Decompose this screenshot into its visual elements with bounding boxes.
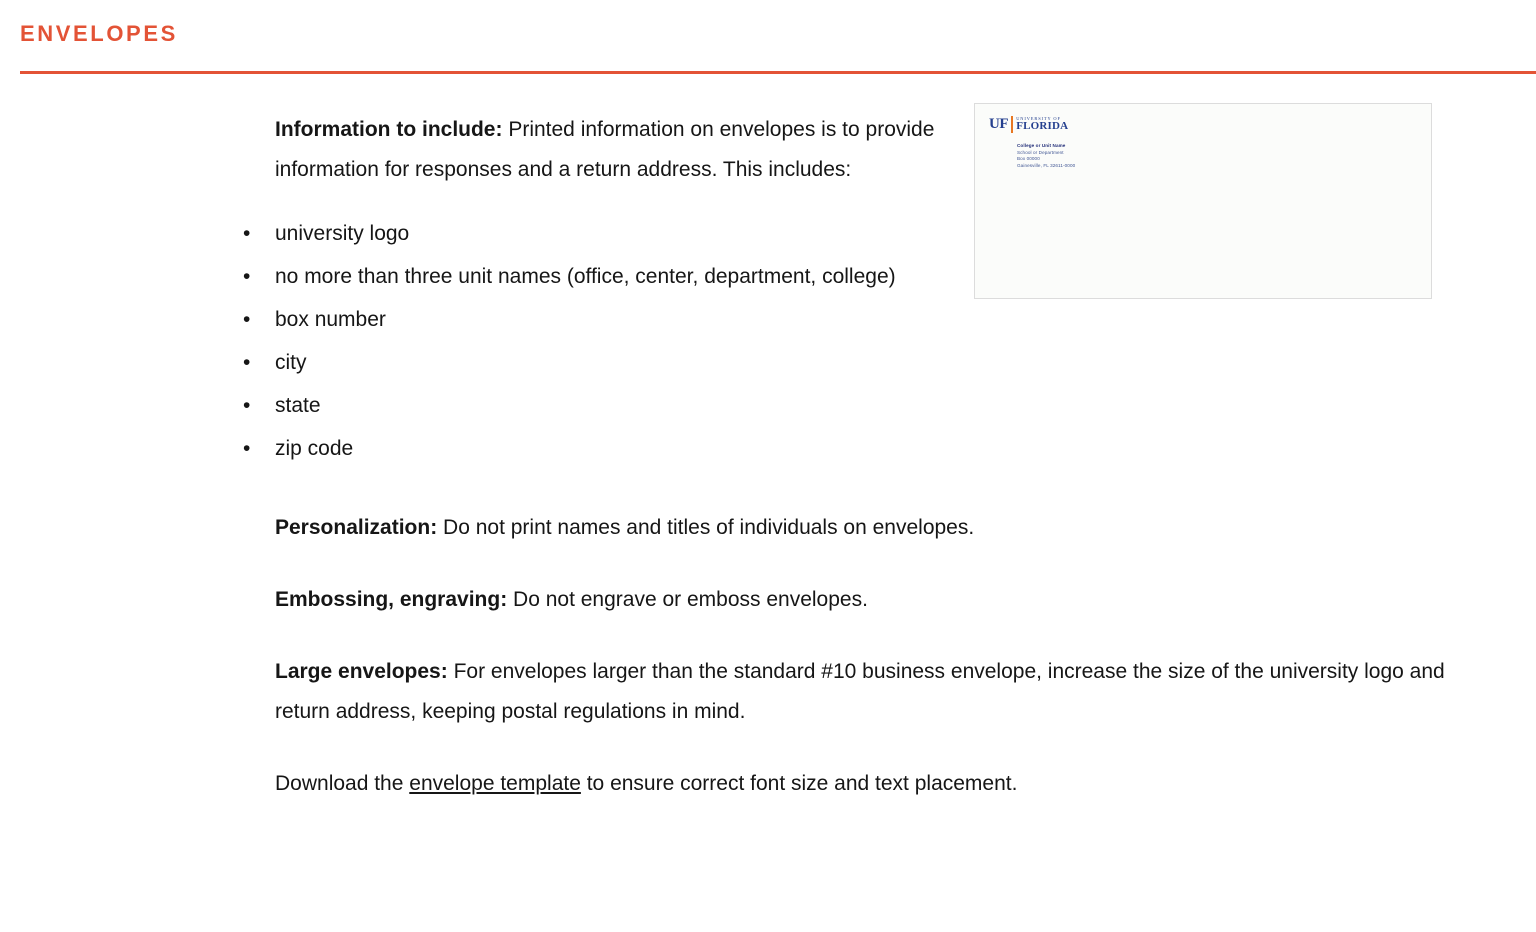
list-item-label: city <box>275 351 307 375</box>
address-line-box: Box 00000 <box>1017 156 1040 162</box>
list-item <box>243 341 1466 384</box>
uf-logo-divider-bar <box>1011 116 1013 133</box>
bullet-icon: • <box>243 394 251 418</box>
uf-university-line: UNIVERSITY OF <box>1016 116 1061 122</box>
list-item-label: state <box>275 394 321 418</box>
bullet-icon: • <box>243 265 251 289</box>
address-line-department: School or Department <box>1017 149 1064 155</box>
envelope-artwork <box>989 116 1117 169</box>
main-content <box>0 74 1536 804</box>
envelope-template-link[interactable]: envelope template <box>409 772 581 796</box>
information-bullet-list <box>243 212 1466 470</box>
text-personalization: Do not print names and titles of individuals on envelopes. <box>437 516 975 540</box>
label-large-envelopes: Large envelopes: <box>275 660 448 684</box>
uf-florida-line: FLORIDA <box>1016 120 1069 133</box>
list-item-label: no more than three unit names (office, center, department, college) <box>275 265 896 289</box>
bullet-icon: • <box>243 437 251 461</box>
address-line-city-state-zip: Gainesville, FL 32611-0000 <box>1017 162 1076 168</box>
uf-wordmark <box>1016 116 1068 132</box>
bullet-icon: • <box>243 351 251 375</box>
list-item-label: university logo <box>275 222 410 246</box>
page-title: ENVELOPES <box>20 21 178 46</box>
list-item <box>243 212 1466 255</box>
paragraph-personalization <box>275 470 1466 548</box>
list-item <box>243 298 1466 341</box>
text-information-to-include: Printed information on envelopes is to provide information for responses and a return address. This includes: <box>275 118 935 182</box>
label-information-to-include: Information to include: <box>275 118 503 142</box>
text-embossing-engraving: Do not engrave or emboss envelopes. <box>507 588 868 612</box>
bullet-icon: • <box>243 308 251 332</box>
list-item-label: box number <box>275 308 386 332</box>
paragraph-embossing-engraving <box>275 548 1466 620</box>
uf-logo <box>989 116 1117 136</box>
bullet-icon: • <box>243 222 251 246</box>
list-item <box>243 255 1466 298</box>
label-embossing-engraving: Embossing, engraving: <box>275 588 508 612</box>
list-item-label: zip code <box>275 437 354 461</box>
paragraph-large-envelopes <box>275 620 1466 732</box>
uf-monogram: UF <box>989 116 1009 133</box>
page-header <box>0 0 1536 46</box>
list-item <box>243 427 1466 470</box>
envelope-return-address <box>1017 143 1117 169</box>
text-large-envelopes: For envelopes larger than the standard #10 business envelope, increase the size of the university logo and return address, keeping postal regulations in mind. <box>275 660 1445 724</box>
list-item <box>243 384 1466 427</box>
label-personalization: Personalization: <box>275 516 438 540</box>
address-line-unit: College or Unit Name <box>1017 143 1066 149</box>
download-prefix-text: Download the <box>275 772 410 796</box>
download-suffix-text: to ensure correct font size and text placement. <box>580 772 1018 796</box>
paragraph-download-template <box>275 732 1466 804</box>
